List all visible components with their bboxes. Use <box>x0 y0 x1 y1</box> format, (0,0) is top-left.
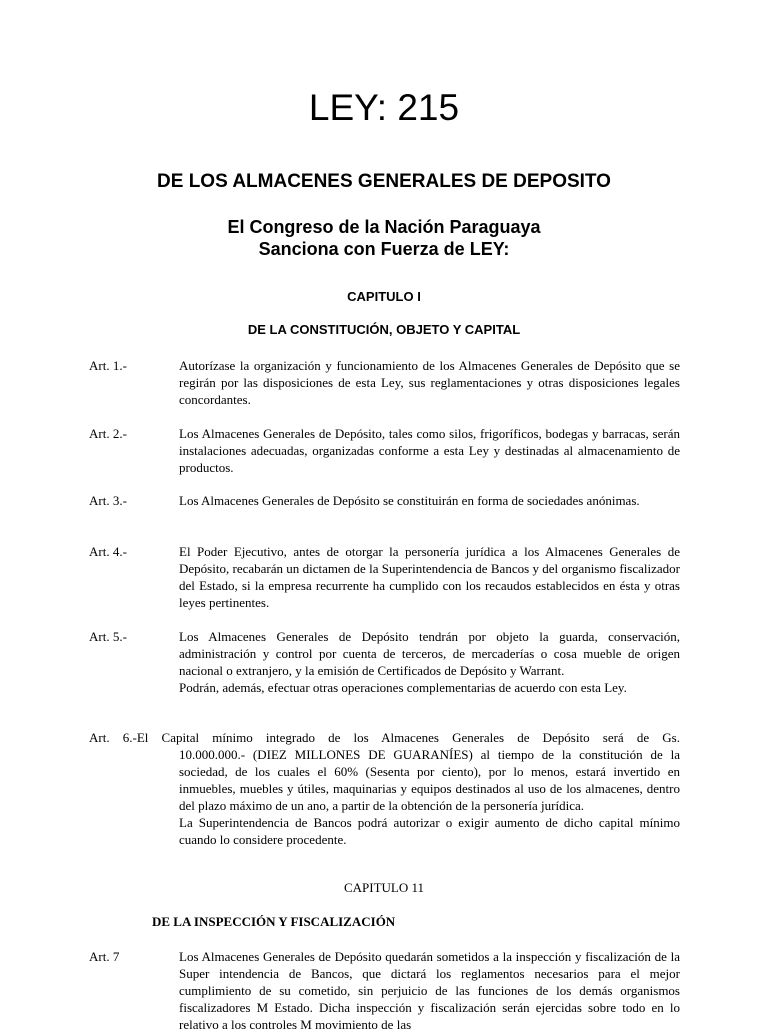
article-paragraph: Autorízase la organización y funcionamiento de los Almacenes Generales de Depósito que se regirán por las disposiciones de esta Ley, sus reglamentaciones y otras disposiciones legales concordantes. <box>179 358 680 407</box>
law-subtitle: DE LOS ALMACENES GENERALES DE DEPOSITO <box>157 171 611 192</box>
article-paragraph: El Poder Ejecutivo, antes de otorgar la personería jurídica a los Almacenes Generales de Depósito, recabarán un dictamen de la Superintendencia de Bancos y del organismo fiscalizador del Estado, si la empresa recurrente ha cumplido con los recaudos establecidos en ésta y otras leyes pertinentes. <box>179 544 680 610</box>
article-label: Art. 6.- <box>89 730 137 745</box>
article-paragraph: La Superintendencia de Bancos podrá autorizar o exigir aumento de dicho capital mínimo cuando lo considere procedente. <box>179 815 680 847</box>
article-text <box>179 357 680 408</box>
article-text <box>179 628 680 696</box>
article-text <box>179 492 680 509</box>
congress-declaration <box>0 216 768 260</box>
article-3 <box>89 492 680 509</box>
article-text <box>179 948 680 1033</box>
article-text <box>179 425 680 476</box>
article-5 <box>89 628 680 696</box>
article-text <box>179 746 680 848</box>
article-paragraph: Podrán, además, efectuar otras operaciones complementarias de acuerdo con esta Ley. <box>179 680 627 695</box>
article-paragraph: Los Almacenes Generales de Depósito se constituirán en forma de sociedades anónimas. <box>179 493 640 508</box>
article-label: Art. 5.- <box>89 629 127 644</box>
article-1 <box>89 357 680 408</box>
article-paragraph: Los Almacenes Generales de Depósito tendrán por objeto la guarda, conservación, administración y control por cuenta de terceros, de mercaderías o cosa mueble de origen nacional o extranjero, y la emisión de Certificados de Depósito y Warrant. <box>179 629 680 678</box>
article-4 <box>89 543 680 611</box>
article-7 <box>89 948 680 1033</box>
article-2 <box>89 425 680 476</box>
chapter-2-subtitle: DE LA INSPECCIÓN Y FISCALIZACIÓN <box>152 914 396 929</box>
article-first-line-text: El Capital mínimo integrado de los Almacenes Generales de Depósito será de Gs. <box>136 730 680 745</box>
article-label: Art. 3.- <box>89 493 127 508</box>
article-label: Art. 7 <box>89 949 120 964</box>
article-6-first-line <box>89 729 680 746</box>
chapter-2-title: CAPITULO 11 <box>343 880 425 895</box>
chapter-1-title: CAPITULO I <box>347 289 421 304</box>
article-6 <box>89 729 680 848</box>
article-label: Art. 4.- <box>89 544 127 559</box>
article-paragraph: 10.000.000.- (DIEZ MILLONES DE GUARANÍES) al tiempo de la constitución de la sociedad, de los cuales el 60% (Sesenta por ciento), por lo menos, estará invertido en inmuebles, muebles y útiles, maquinarias y equipos destinados al uso de los almacenes, dentro del plazo máximo de un ano, a partir de la obtención de la personería jurídica. <box>179 747 680 813</box>
article-paragraph: Los Almacenes Generales de Depósito, tales como silos, frigoríficos, bodegas y barracas, serán instalaciones adecuadas, organizadas conforme a esta Ley y destinadas al almacenamiento de productos. <box>179 426 680 475</box>
article-text <box>179 543 680 611</box>
congress-line-2: Sanciona con Fuerza de LEY: <box>258 239 510 259</box>
article-paragraph: Los Almacenes Generales de Depósito quedarán sometidos a la inspección y fiscalización de la Super intendencia de Bancos, que dictará los reglamentos necesarios para el mejor cumplimiento de su cometido, sin perjuicio de las funciones de los demás organismos fiscalizadores M Estado. Dicha inspección y fiscalización serán ejercidas sobre todo en lo relativo a los controles M movimiento de las <box>179 949 680 1032</box>
law-title: LEY: 215 <box>308 87 460 128</box>
article-label: Art. 2.- <box>89 426 127 441</box>
congress-line-1: El Congreso de la Nación Paraguaya <box>227 217 541 237</box>
article-label: Art. 1.- <box>89 358 127 373</box>
chapter-1-subtitle: DE LA CONSTITUCIÓN, OBJETO Y CAPITAL <box>247 322 521 337</box>
